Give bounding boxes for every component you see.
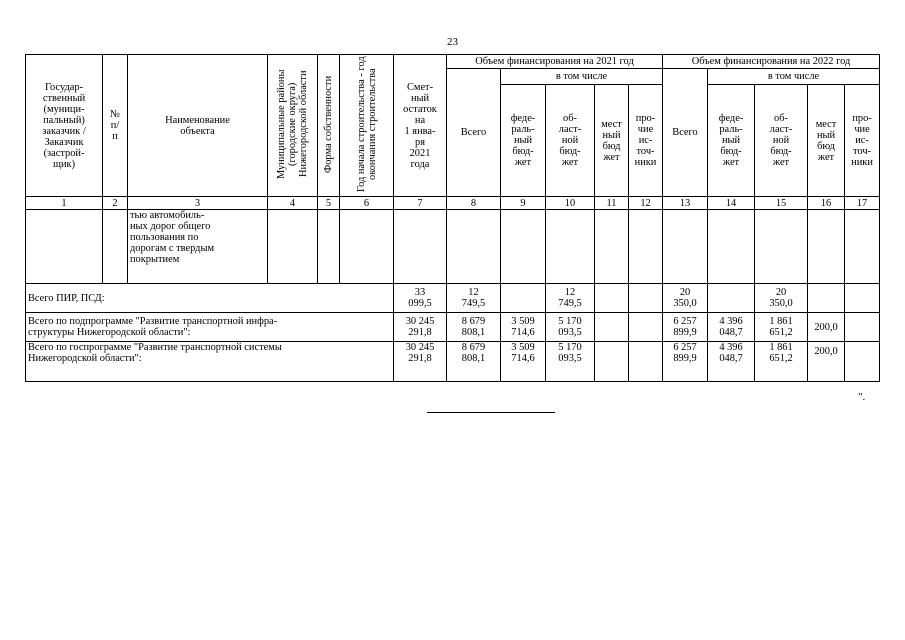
- col-number: 9: [501, 197, 546, 210]
- header-other-2021: про- чие ис- точ- ники: [629, 85, 663, 197]
- header-remainder: Смет- ный остаток на 1 янва- ря 2021 года: [394, 55, 447, 197]
- cell-federal-2022: 4 396 048,7: [708, 313, 755, 342]
- table-row-program: [26, 342, 880, 382]
- header-regional-2022: об- ласт- ной бюд- жет: [755, 85, 808, 197]
- cell-regional-2022: 1 861 651,2: [755, 313, 808, 342]
- cell-regional-2021: 5 170 093,5: [546, 342, 595, 382]
- col-number: 13: [663, 197, 708, 210]
- col-number: 3: [128, 197, 268, 210]
- header-ownership-text: Форма собственности: [323, 75, 334, 173]
- header-total-2021: Всего: [447, 69, 501, 197]
- col-number: 6: [340, 197, 394, 210]
- closing-quote: ".: [858, 391, 866, 403]
- table-row-subprogram: [26, 313, 880, 342]
- cell-regional-2021: 5 170 093,5: [546, 313, 595, 342]
- row-label-subprogram: Всего по подпрограмме "Развитие транспортной инфра- структуры Нижегородской области":: [26, 313, 394, 342]
- header-num: № п/ п: [103, 55, 128, 197]
- col-number: 8: [447, 197, 501, 210]
- page-number: 23: [447, 36, 458, 48]
- header-years-text: Год начала строительства - год окончания строительства: [355, 56, 378, 192]
- header-customer: Государ- ственный (муници- пальный) заказчик / Заказчик (застрой- щик): [26, 55, 103, 197]
- table-row-continuation: [26, 210, 880, 284]
- col-number: 15: [755, 197, 808, 210]
- header-local-2022: мест ный бюд жет: [808, 85, 845, 197]
- cell-total-2021: 8 679 808,1: [447, 313, 501, 342]
- header-years: [340, 55, 394, 197]
- cell-regional-2021: 12 749,5: [546, 284, 595, 313]
- cell-total-2021: 8 679 808,1: [447, 342, 501, 382]
- col-number: 16: [808, 197, 845, 210]
- cell-remainder: 30 245 291,8: [394, 342, 447, 382]
- row-label-program: Всего по госпрограмме "Развитие транспортной системы Нижегородской области":: [26, 342, 394, 382]
- col-number: 17: [845, 197, 880, 210]
- cell-total-2022: 20 350,0: [663, 284, 708, 313]
- header-fin-2021: Объем финансирования на 2021 год: [447, 55, 663, 69]
- header-federal-2022: феде- раль- ный бюд- жет: [708, 85, 755, 197]
- cell-federal-2021: 3 509 714,6: [501, 313, 546, 342]
- header-object-name: Наименование объекта: [128, 55, 268, 197]
- cell-federal-2021: 3 509 714,6: [501, 342, 546, 382]
- header-total-2022: Всего: [663, 69, 708, 197]
- header-municipal-text: Муниципальные районы (городские округа) Нижегородской области: [276, 69, 309, 179]
- cell-total-2022: 6 257 899,9: [663, 313, 708, 342]
- col-number: 1: [26, 197, 103, 210]
- financing-table: [25, 54, 880, 382]
- col-number: 2: [103, 197, 128, 210]
- col-number: 5: [318, 197, 340, 210]
- cell-remainder: 33 099,5: [394, 284, 447, 313]
- table-row-pir: [26, 284, 880, 313]
- col-number: 4: [268, 197, 318, 210]
- col-number: 12: [629, 197, 663, 210]
- cell-total-2022: 6 257 899,9: [663, 342, 708, 382]
- col-number: 14: [708, 197, 755, 210]
- header-local-2021: мест ный бюд жет: [595, 85, 629, 197]
- header-other-2022: про- чие ис- точ- ники: [845, 85, 880, 197]
- header-regional-2021: об- ласт- ной бюд- жет: [546, 85, 595, 197]
- row-label-pir: Всего ПИР, ПСД:: [26, 284, 394, 313]
- cell-federal-2022: 4 396 048,7: [708, 342, 755, 382]
- header-incl-2022: в том числе: [708, 69, 880, 85]
- col-number: 11: [595, 197, 629, 210]
- col-number: 10: [546, 197, 595, 210]
- footer-divider: [427, 412, 555, 413]
- cell-local-2022: 200,0: [808, 313, 845, 342]
- cell-remainder: 30 245 291,8: [394, 313, 447, 342]
- cell-regional-2022: 1 861 651,2: [755, 342, 808, 382]
- header-incl-2021: в том числе: [501, 69, 663, 85]
- cell-total-2021: 12 749,5: [447, 284, 501, 313]
- header-federal-2021: феде- раль- ный бюд- жет: [501, 85, 546, 197]
- cell-regional-2022: 20 350,0: [755, 284, 808, 313]
- object-name-continuation: тью автомобиль- ных дорог общего пользования по дорогам с твердым покрытием: [128, 210, 268, 284]
- header-ownership: [318, 55, 340, 197]
- col-number: 7: [394, 197, 447, 210]
- header-municipal: [268, 55, 318, 197]
- header-fin-2022: Объем финансирования на 2022 год: [663, 55, 880, 69]
- cell-local-2022: 200,0: [808, 342, 845, 382]
